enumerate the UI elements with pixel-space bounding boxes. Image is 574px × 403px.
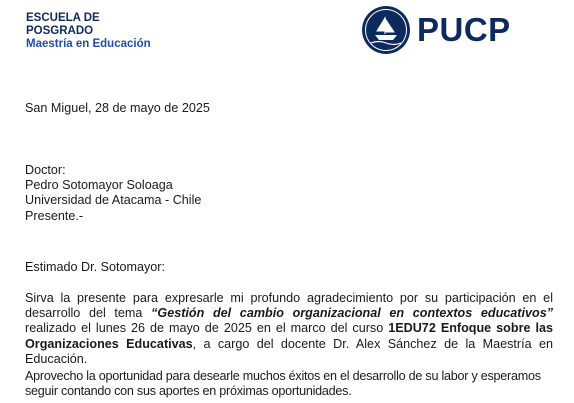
paragraph-2: Aprovecho la oportunidad para desearle muchos éxitos en el desarrollo de su labor y esperamos seguir contando con sus aportes en próximas oportunidades. <box>25 369 541 399</box>
recipient-title: Doctor: <box>25 163 66 177</box>
recipient-presente: Presente.- <box>25 208 84 223</box>
topic-title: “Gestión del cambio organizacional en contextos educativos” <box>151 306 553 321</box>
school-line-1: ESCUELA DE <box>26 12 100 24</box>
school-header <box>26 12 151 51</box>
letter-date: San Miguel, 28 de mayo de 2025 <box>25 101 210 115</box>
recipient-block <box>25 163 553 224</box>
paragraph-1 <box>25 291 553 367</box>
paragraph-1-c: , a cargo del docente Dr. Alex Sánchez de la Maestría en Educación. <box>25 336 553 366</box>
recipient-institution: Universidad de Atacama - Chile <box>25 193 202 208</box>
paragraph-1-a: Sirva la presente para expresarle mi profundo agradecimiento por su participación en el desarrollo del tema <box>25 291 553 321</box>
letter-greeting: Estimado Dr. Sotomayor: <box>25 260 165 274</box>
course-name: 1EDU72 Enfoque sobre las Organizaciones Educativas <box>25 321 553 351</box>
recipient-name: Pedro Sotomayor Soloaga <box>25 178 173 193</box>
logo-text: PUCP <box>417 11 511 48</box>
pucp-seal-icon <box>361 5 411 55</box>
program-name: Maestría en Educación <box>26 38 151 50</box>
paragraph-1-b: realizado el lunes 26 de mayo de 2025 en el marco del curso <box>25 321 389 336</box>
pucp-logo <box>361 4 545 56</box>
school-line-2: POSGRADO <box>26 25 94 37</box>
